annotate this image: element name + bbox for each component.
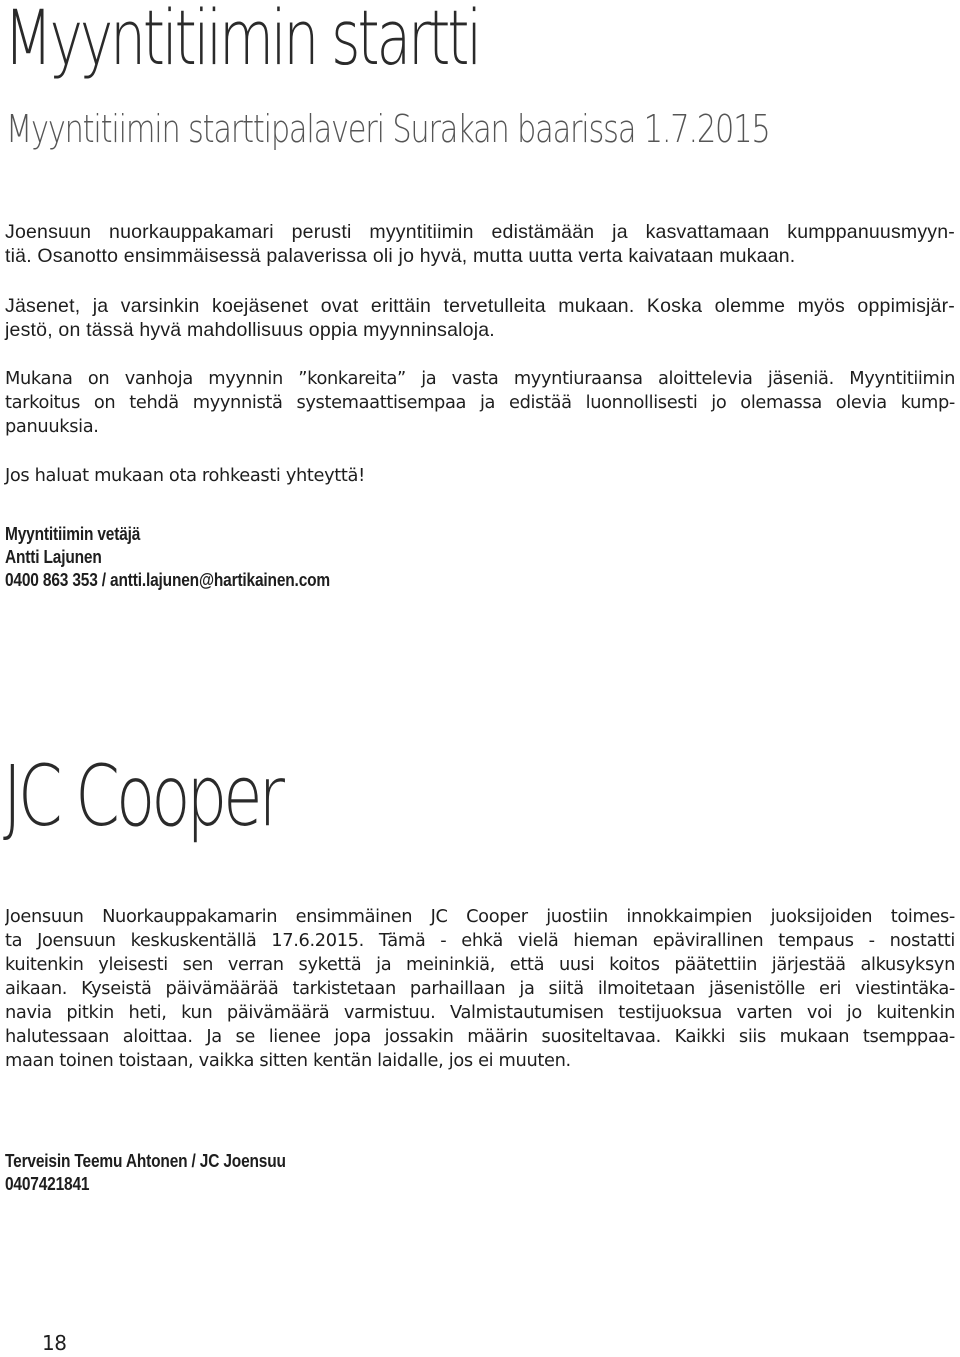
paragraph-intro (5, 220, 955, 268)
paragraph-line: tarkoitus on tehdä myynnistä systemaattisempaa ja edistää luonnollisesti jo olemassa olevia kump- (5, 392, 955, 413)
signature-greeting: Terveisin Teemu Ahtonen / JC Joensuu (5, 1151, 286, 1171)
paragraph-line: jestö, on tässä hyvä mahdollisuus oppia myynninsaloja. (5, 319, 495, 341)
paragraph-line: Jos haluat mukaan ota rohkeasti yhteyttä! (5, 465, 365, 486)
paragraph-line: Jäsenet, ja varsinkin koejäsenet ovat erittäin tervetulleita mukaan. Koska olemme myös oppimisjär- (5, 295, 955, 317)
paragraph-line: kuitenkin yleisesti sen verran sykettä ja meininkiä, että uusi koitos päätettiin järjestää alkusyksyn (5, 954, 955, 975)
paragraph-call-to-action (5, 464, 955, 488)
paragraph-line: maan toinen toistaan, vaikka sitten kentän laidalle, jos ei muuten. (5, 1050, 571, 1071)
article-subtitle: Myyntitiimin starttipalaveri Surakan baarissa 1.7.2015 (6, 107, 770, 151)
paragraph-line: panuuksia. (5, 416, 99, 437)
contact-name: Antti Lajunen (5, 547, 102, 567)
paragraph-line: Joensuun Nuorkauppakamarin ensimmäinen JC Cooper juostiin innokkaimpien juoksijoiden toimes- (5, 906, 955, 927)
paragraph-purpose (5, 367, 955, 439)
contact-role: Myyntitiimin vetäjä (5, 524, 141, 544)
paragraph-line: halutessaan aloittaa. Ja se lienee jopa jossakin määrin suositeltavaa. Kaikki siis mukaan tsemppaa- (5, 1026, 955, 1047)
contact-block (5, 523, 383, 592)
article-title: Myyntitiimin startti (4, 0, 480, 82)
signature-phone: 0407421841 (5, 1174, 90, 1194)
signature-block (5, 1150, 332, 1196)
paragraph-line: Mukana on vanhoja myynnin ”konkareita” ja vasta myyntiuraansa aloittelevia jäseniä. Myyntitiimin (5, 368, 955, 389)
paragraph-line: ta Joensuun keskuskentällä 17.6.2015. Tämä - ehkä vielä hieman epävirallinen tempaus - nostatti (5, 930, 955, 951)
paragraph-line: aikaan. Kyseistä päivämäärää tarkistetaan parhaillaan ja siitä ilmoitetaan jäsenistölle eri viestintäka- (5, 978, 955, 999)
paragraph-line: Joensuun nuorkauppakamari perusti myyntitiimin edistämään ja kasvattamaan kumppanuusmyyn- (5, 221, 955, 243)
paragraph-members (5, 294, 955, 342)
paragraph-jc-cooper (5, 905, 955, 1073)
paragraph-line: navia pitkin heti, kun päivämäärä varmistuu. Valmistautumisen testijuoksua varten voi jo kuitenkin (5, 1002, 955, 1023)
contact-details: 0400 863 353 / antti.lajunen@hartikainen.com (5, 570, 331, 590)
section-title: JC Cooper (3, 747, 282, 845)
paragraph-line: tiä. Osanotto ensimmäisessä palaverissa oli jo hyvä, mutta uutta verta kaivataan mukaan. (5, 245, 796, 267)
page-number: 18 (42, 1331, 67, 1355)
